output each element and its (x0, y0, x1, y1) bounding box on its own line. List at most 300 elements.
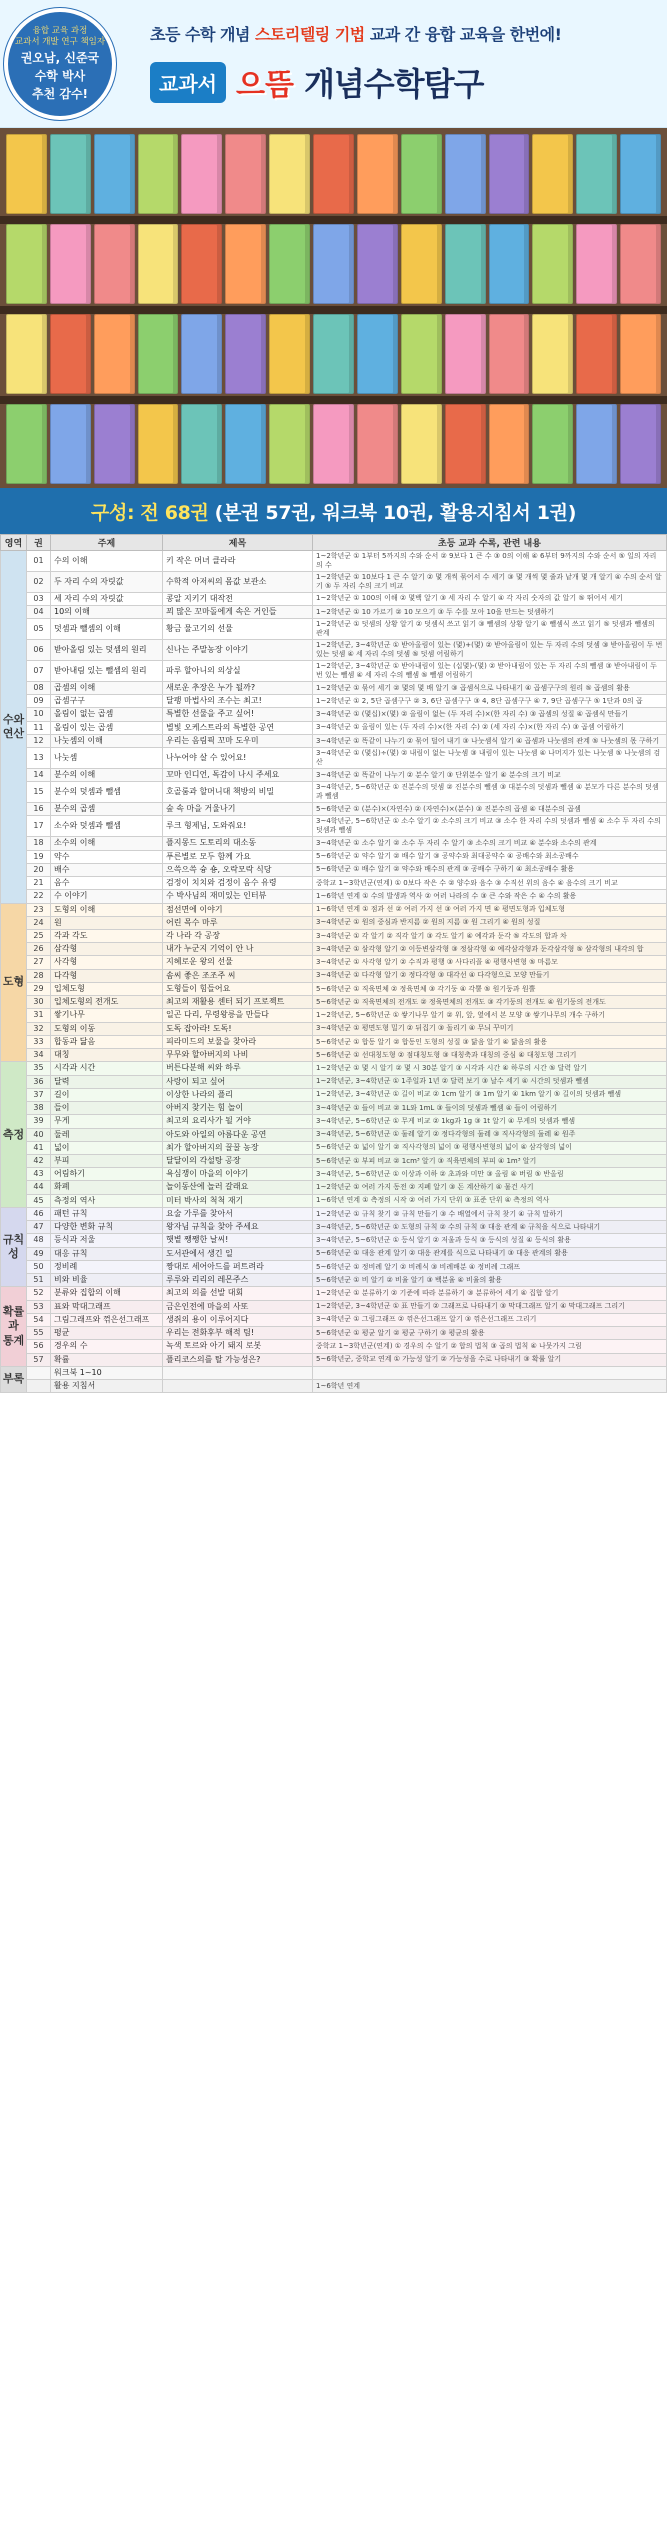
composition-detail: (본권 57권, 워크북 10권, 활용지침서 1권) (214, 501, 577, 524)
table-row (1, 1009, 667, 1022)
book-cover (401, 314, 442, 394)
header-content: 초등 교과 수록, 관련 내용 (313, 535, 667, 551)
no-cell: 34 (27, 1049, 51, 1062)
book-cover (576, 224, 617, 304)
topic-cell: 다양한 변화 규칙 (51, 1221, 163, 1234)
content-cell: 3~4학년군 ① 다각형 알기 ② 정다각형 ③ 대각선 ④ 다각형으로 모양 만들기 (313, 969, 667, 982)
book-title-cell: 수학적 아저씨의 몸값 보관소 (163, 571, 313, 592)
no-cell: 48 (27, 1234, 51, 1247)
content-cell: 3~4학년군 ① 똑같이 나누기 ② 분수 알기 ③ 단위분수 알기 ④ 분수의 크기 비교 (313, 769, 667, 782)
no-cell: 11 (27, 721, 51, 734)
topic-cell: 활용 지침서 (51, 1379, 163, 1392)
table-row (1, 1313, 667, 1326)
topic-cell: 부피 (51, 1154, 163, 1167)
book-title-cell: 요술 가루를 찾아서 (163, 1207, 313, 1220)
book-title-cell: 욕심쟁이 마을의 이야기 (163, 1168, 313, 1181)
topic-cell: 두 자리 수의 자릿값 (51, 571, 163, 592)
badge-line: 추천 감수! (31, 87, 89, 101)
no-cell: 20 (27, 863, 51, 876)
content-cell: 1~6학년 연계 ① 측정의 시작 ② 여러 가지 단위 ③ 표준 단위 ④ 측정의 역사 (313, 1194, 667, 1207)
topic-cell: 대응 규칙 (51, 1247, 163, 1260)
table-row (1, 969, 667, 982)
content-cell: 5~6학년군 ① 합동 알기 ② 합동인 도형의 성질 ③ 닮음 알기 ④ 닮음의 활용 (313, 1035, 667, 1048)
content-cell: 5~6학년군 ① 대응 관계 알기 ② 대응 관계를 식으로 나타내기 ③ 대응 관계의 활용 (313, 1247, 667, 1260)
no-cell: 50 (27, 1260, 51, 1273)
book-title-cell: 달달이의 각설탕 공장 (163, 1154, 313, 1167)
table-row (1, 1274, 667, 1287)
topic-cell: 덧셈과 뺄셈의 이해 (51, 619, 163, 640)
content-cell: 3~4학년군 ① 올림이 있는 (두 자리 수)×(한 자리 수) ② (세 자리 수)×(한 자리 수) ③ 곱셈 어림하기 (313, 721, 667, 734)
book-title-cell (163, 1379, 313, 1392)
header-no: 권 (27, 535, 51, 551)
topic-cell: 들이 (51, 1102, 163, 1115)
no-cell: 16 (27, 803, 51, 816)
book-title-cell: 호골룸과 할머니대 책방의 비밀 (163, 782, 313, 803)
no-cell: 55 (27, 1327, 51, 1340)
book-cover (357, 314, 398, 394)
table-row (1, 721, 667, 734)
book-cover (269, 314, 310, 394)
book-title-cell: 우리는 음림픽 꼬마 도우미 (163, 734, 313, 747)
content-cell: 1~2학년군 ① 분류하기 ② 기준에 따라 분류하기 ③ 분류하여 세기 ④ 집합 알기 (313, 1287, 667, 1300)
no-cell: 28 (27, 969, 51, 982)
content-cell: 3~4학년군, 5~6학년군 ① 둘레 알기 ② 정다각형의 둘레 ③ 직사각형의 둘레 ④ 원주 (313, 1128, 667, 1141)
badge-line: 교과서 개발 연구 책임자 (14, 37, 106, 47)
no-cell: 24 (27, 916, 51, 929)
no-cell: 03 (27, 592, 51, 605)
header-banner (0, 0, 667, 128)
no-cell: 18 (27, 837, 51, 850)
no-cell: 52 (27, 1287, 51, 1300)
table-row (1, 1353, 667, 1366)
topic-cell: 음수 (51, 877, 163, 890)
no-cell (27, 1366, 51, 1379)
book-title-cell: 도형들이 힘들어요 (163, 982, 313, 995)
book-cover (94, 134, 135, 214)
topic-cell: 합동과 닮음 (51, 1035, 163, 1048)
book-cover (269, 404, 310, 484)
no-cell: 01 (27, 551, 51, 572)
content-cell: 5~6학년군 ① 비 알기 ② 비율 알기 ③ 백분율 ④ 비율의 활용 (313, 1274, 667, 1287)
topic-cell: 삼각형 (51, 943, 163, 956)
book-cover (269, 134, 310, 214)
book-collection-photo (0, 128, 667, 488)
no-cell: 53 (27, 1300, 51, 1313)
content-cell: 1~2학년군, 3~4학년군 ① 표 만들기 ② 그래프로 나타내기 ③ 막대그래프 알기 ④ 막대그래프 그리기 (313, 1300, 667, 1313)
no-cell: 36 (27, 1075, 51, 1088)
title-row (150, 55, 483, 109)
book-cover (620, 314, 661, 394)
content-cell: 1~2학년군, 3~4학년군 ① 길이 비교 ② 1cm 알기 ③ 1m 알기 ④ 1km 알기 ⑤ 길이의 덧셈과 뺄셈 (313, 1088, 667, 1101)
no-cell: 12 (27, 734, 51, 747)
no-cell: 32 (27, 1022, 51, 1035)
book-title-cell: 최가 할아버지의 꿀꿀 농장 (163, 1141, 313, 1154)
tagline-post: 교과 간 융합 교육을 한번에! (369, 25, 562, 44)
book-cover (445, 224, 486, 304)
content-cell: 5~6학년군 ① 선대칭도형 ② 점대칭도형 ③ 대칭축과 대칭의 중심 ④ 대칭도형 그리기 (313, 1049, 667, 1062)
table-row (1, 1168, 667, 1181)
topic-cell: 대칭 (51, 1049, 163, 1062)
book-title-cell: 으쓱으쓱 슝 숑, 오락모락 식당 (163, 863, 313, 876)
table-row (1, 1115, 667, 1128)
content-cell: 1~2학년군 ① 여러 가지 동전 ② 지폐 알기 ③ 돈 계산하기 ④ 물건 사기 (313, 1181, 667, 1194)
content-cell: 1~6학년 연계 ① 수의 발생과 역사 ② 여러 나라의 수 ③ 큰 수와 작은 수 ④ 수의 활용 (313, 890, 667, 903)
table-row (1, 782, 667, 803)
content-cell: 5~6학년군 ① (분수)×(자연수) ② (자연수)×(분수) ③ 진분수의 곱셈 ④ 대분수의 곱셈 (313, 803, 667, 816)
table-row (1, 837, 667, 850)
content-cell: 3~4학년군 ① 각 알기 ② 직각 알기 ③ 각도 알기 ④ 예각과 둔각 ⑤ 각도의 합과 차 (313, 930, 667, 943)
content-cell: 3~4학년군, 5~6학년군 ① 도형의 규칙 ② 수의 규칙 ③ 대응 관계 ④ 규칙을 식으로 나타내기 (313, 1221, 667, 1234)
book-title-cell: 아도와 아일의 아름다운 공연 (163, 1128, 313, 1141)
book-title-cell: 검정이 치치와 검정이 음수 유령 (163, 877, 313, 890)
no-cell: 14 (27, 769, 51, 782)
book-title-cell: 피라미드의 보물을 찾아라 (163, 1035, 313, 1048)
table-row (1, 734, 667, 747)
book-cover (313, 404, 354, 484)
book-cover (576, 314, 617, 394)
topic-cell: 달력 (51, 1075, 163, 1088)
book-title-cell: 루크 형제님, 도와줘요! (163, 816, 313, 837)
book-title-cell: 도독 잡아라! 도독! (163, 1022, 313, 1035)
book-title-cell: 달팽 마법사의 조수는 최고! (163, 695, 313, 708)
book-title-cell: 신나는 주말농장 이야기 (163, 640, 313, 661)
no-cell: 13 (27, 748, 51, 769)
content-cell: 3~4학년군 ① 그림그래프 ② 꺾은선그래프 알기 ③ 꺾은선그래프 그리기 (313, 1313, 667, 1326)
content-cell: 5~6학년군 ① 약수 알기 ② 배수 알기 ③ 공약수와 최대공약수 ④ 공배수와 최소공배수 (313, 850, 667, 863)
topic-cell: 분수의 덧셈과 뺄셈 (51, 782, 163, 803)
book-cover (620, 224, 661, 304)
no-cell: 49 (27, 1247, 51, 1260)
book-cover (532, 404, 573, 484)
content-cell: 1~2학년군 ① 2, 5단 곱셈구구 ② 3, 6단 곱셈구구 ③ 4, 8단 곱셈구구 ④ 7, 9단 곱셈구구 ⑤ 1단과 0의 곱 (313, 695, 667, 708)
book-title-cell: 수 박사님의 재미있는 인터뷰 (163, 890, 313, 903)
book-title-cell: 키 작은 머녀 클라라 (163, 551, 313, 572)
book-cover (225, 404, 266, 484)
book-title-cell (163, 1366, 313, 1379)
book-title-cell: 푸른별로 모두 함께 가요 (163, 850, 313, 863)
book-cover (445, 314, 486, 394)
no-cell: 08 (27, 682, 51, 695)
otteum-logo: 으뜸 (235, 68, 294, 103)
table-row (1, 982, 667, 995)
no-cell: 39 (27, 1115, 51, 1128)
book-cover (138, 224, 179, 304)
book-title-cell: 우리는 전화후부 해적 팀! (163, 1327, 313, 1340)
content-cell: 3~4학년군 ① 삼각형 알기 ② 이등변삼각형 ③ 정삼각형 ④ 예각삼각형과 둔각삼각형 ⑤ 삼각형의 내각의 합 (313, 943, 667, 956)
table-row (1, 571, 667, 592)
table-row (1, 1340, 667, 1353)
book-title-cell: 사랑이 되고 싶어 (163, 1075, 313, 1088)
table-row (1, 1022, 667, 1035)
topic-cell: 사각형 (51, 956, 163, 969)
table-row (1, 1128, 667, 1141)
topic-cell: 약수 (51, 850, 163, 863)
table-row (1, 930, 667, 943)
book-covers (6, 134, 661, 484)
content-cell: 3~4학년군 ① 평면도형 밀기 ② 뒤집기 ③ 돌리기 ④ 무늬 꾸미기 (313, 1022, 667, 1035)
content-cell: 1~2학년군, 5~6학년군 ① 쌓기나무 알기 ② 위, 앞, 옆에서 본 모양 ③ 쌓기나무의 개수 구하기 (313, 1009, 667, 1022)
book-cover (532, 314, 573, 394)
no-cell: 31 (27, 1009, 51, 1022)
header-title: 제목 (163, 535, 313, 551)
book-title-cell: 새로운 추장은 누가 될까? (163, 682, 313, 695)
no-cell: 17 (27, 816, 51, 837)
book-cover (489, 224, 530, 304)
topic-cell: 도형의 이해 (51, 903, 163, 916)
content-cell: 1~2학년군, 3~4학년군 ① 1주일과 1년 ② 달력 보기 ③ 날수 세기 ④ 시간의 덧셈과 뺄셈 (313, 1075, 667, 1088)
table-row (1, 1234, 667, 1247)
topic-cell: 수의 이해 (51, 551, 163, 572)
topic-cell: 경우의 수 (51, 1340, 163, 1353)
table-body (1, 551, 667, 1393)
topic-cell: 길이 (51, 1088, 163, 1101)
book-cover (357, 224, 398, 304)
area-cell: 측정 (1, 1062, 27, 1208)
no-cell: 10 (27, 708, 51, 721)
no-cell: 47 (27, 1221, 51, 1234)
table-header-row (1, 535, 667, 551)
book-title-cell: 금은인전에 마을의 사또 (163, 1300, 313, 1313)
content-cell: 5~6학년군 ① 평균 알기 ② 평균 구하기 ③ 평균의 활용 (313, 1327, 667, 1340)
book-title-cell: 점선면에 이야기 (163, 903, 313, 916)
content-cell: 3~4학년군 ① 원의 중심과 반지름 ② 원의 지름 ③ 원 그리기 ④ 원의 성질 (313, 916, 667, 929)
table-row (1, 1300, 667, 1313)
topic-cell: 소수와 덧셈과 뺄셈 (51, 816, 163, 837)
table-row (1, 1181, 667, 1194)
table-row (1, 619, 667, 640)
book-cover (401, 404, 442, 484)
table-row (1, 943, 667, 956)
no-cell: 35 (27, 1062, 51, 1075)
table-row (1, 850, 667, 863)
badge-line: 권오남, 신준국 (20, 51, 100, 65)
book-title-cell: 놀이동산에 놀러 갈래요 (163, 1181, 313, 1194)
book-cover (313, 134, 354, 214)
table-row (1, 1247, 667, 1260)
topic-cell: 입체도형 (51, 982, 163, 995)
no-cell (27, 1379, 51, 1392)
topic-cell: 넓이 (51, 1141, 163, 1154)
table-row (1, 661, 667, 682)
book-title-cell: 짱대로 세어아드를 퍼트려라 (163, 1260, 313, 1273)
table-row (1, 816, 667, 837)
area-cell: 수와 연산 (1, 551, 27, 904)
book-cover (181, 314, 222, 394)
topic-cell: 어림하기 (51, 1168, 163, 1181)
book-cover (313, 314, 354, 394)
topic-cell: 확률 (51, 1353, 163, 1366)
badge-line: 융합 교육 과정 (32, 26, 88, 36)
no-cell: 41 (27, 1141, 51, 1154)
no-cell: 45 (27, 1194, 51, 1207)
no-cell: 56 (27, 1340, 51, 1353)
table-row (1, 1088, 667, 1101)
content-cell: 1~2학년군 ① 100의 이해 ② 몇백 알기 ③ 세 자리 수 알기 ④ 각 자리 숫자의 값 알기 ⑤ 뛰어서 세기 (313, 592, 667, 605)
no-cell: 15 (27, 782, 51, 803)
book-title-cell: 어린 목수 마루 (163, 916, 313, 929)
table-row (1, 769, 667, 782)
book-title-cell: 솜씨 좋은 조조주 씨 (163, 969, 313, 982)
no-cell: 25 (27, 930, 51, 943)
book-cover (532, 224, 573, 304)
content-cell: 1~2학년군 ① 10 가르기 ② 10 모으기 ③ 두 수를 모아 10을 만드는 덧셈하기 (313, 606, 667, 619)
no-cell: 33 (27, 1035, 51, 1048)
no-cell: 07 (27, 661, 51, 682)
book-cover (181, 224, 222, 304)
content-cell: 5~6학년군 ① 부피 비교 ② 1cm³ 알기 ③ 직육면체의 부피 ④ 1m³ 알기 (313, 1154, 667, 1167)
no-cell: 21 (27, 877, 51, 890)
no-cell: 51 (27, 1274, 51, 1287)
table-row (1, 877, 667, 890)
topic-cell: 도형의 이동 (51, 1022, 163, 1035)
book-title-cell: 꾀 많은 꼬마돌에게 속은 거인들 (163, 606, 313, 619)
table-row (1, 1287, 667, 1300)
topic-cell: 나눗셈의 이해 (51, 734, 163, 747)
no-cell: 04 (27, 606, 51, 619)
topic-cell: 받아내림 있는 뺄셈의 원리 (51, 661, 163, 682)
topic-cell: 수 이야기 (51, 890, 163, 903)
topic-cell: 화폐 (51, 1181, 163, 1194)
table-row (1, 916, 667, 929)
content-cell: 3~4학년군 ① (몇십)÷(몇) ② 내림이 없는 나눗셈 ③ 내림이 있는 나눗셈 ④ 나머지가 있는 나눗셈 ⑤ 나눗셈의 검산 (313, 748, 667, 769)
no-cell: 44 (27, 1181, 51, 1194)
book-cover (532, 134, 573, 214)
topic-cell: 패턴 규칙 (51, 1207, 163, 1220)
recommendation-badge (8, 12, 112, 116)
book-cover (50, 134, 91, 214)
book-cover (94, 224, 135, 304)
book-title-cell: 내가 누군지 기억이 안 나 (163, 943, 313, 956)
book-title-cell: 꼬마 인디언, 독감이 나시 주세요 (163, 769, 313, 782)
no-cell: 05 (27, 619, 51, 640)
table-row (1, 903, 667, 916)
table-row (1, 803, 667, 816)
no-cell: 30 (27, 996, 51, 1009)
area-cell: 확률과 통계 (1, 1287, 27, 1366)
book-title-cell: 콩알 지키기 대작전 (163, 592, 313, 605)
content-cell: 1~2학년군 ① 묶어 세기 ② 몇의 몇 배 알기 ③ 곱셈식으로 나타내기 ④ 곱셈구구의 원리 ⑤ 곱셈의 활용 (313, 682, 667, 695)
no-cell: 06 (27, 640, 51, 661)
content-cell: 3~4학년군 ① 사각형 알기 ② 수직과 평행 ③ 사다리꼴 ④ 평행사변형 ⑤ 마름모 (313, 956, 667, 969)
table-row (1, 606, 667, 619)
topic-cell: 곱셈의 이해 (51, 682, 163, 695)
book-title-cell: 미터 박사의 척척 재기 (163, 1194, 313, 1207)
book-cover (181, 134, 222, 214)
table-row (1, 1102, 667, 1115)
content-cell: 3~4학년군 ① (몇십)×(몇) ② 올림이 없는 (두 자리 수)×(한 자리 수) ③ 곱셈의 성질 ④ 곱셈식 만들기 (313, 708, 667, 721)
book-title-cell: 아버지 찾기는 힘 놀이 (163, 1102, 313, 1115)
book-title-cell: 생쥐의 용이 이루어지다 (163, 1313, 313, 1326)
topic-cell: 소수의 이해 (51, 837, 163, 850)
no-cell: 40 (27, 1128, 51, 1141)
book-title-cell: 파루 할아니의 의상실 (163, 661, 313, 682)
content-cell: 5~6학년군 ① 넓이 알기 ② 직사각형의 넓이 ③ 평행사변형의 넓이 ④ 삼각형의 넓이 (313, 1141, 667, 1154)
no-cell: 54 (27, 1313, 51, 1326)
book-cover (401, 224, 442, 304)
book-cover (445, 404, 486, 484)
no-cell: 26 (27, 943, 51, 956)
table-row (1, 1141, 667, 1154)
textbook-tag: 교과서 (150, 62, 226, 103)
book-cover (401, 134, 442, 214)
table-row (1, 996, 667, 1009)
content-cell: 3~4학년군, 5~6학년군 ① 등식 알기 ② 저울과 등식 ③ 등식의 성질 ④ 등식의 활용 (313, 1234, 667, 1247)
book-cover (50, 224, 91, 304)
content-cell: 1~2학년군 ① 10보다 1 큰 수 알기 ② 몇 개씩 묶어서 수 세기 ③ 몇 개씩 몇 줄과 낱개 몇 개 알기 ④ 수의 순서 알기 ⑤ 두 자리 수의 크기 비교 (313, 571, 667, 592)
book-cover (181, 404, 222, 484)
table-row (1, 956, 667, 969)
no-cell: 46 (27, 1207, 51, 1220)
topic-cell: 각과 각도 (51, 930, 163, 943)
content-cell (313, 1366, 667, 1379)
content-cell: 3~4학년군, 5~6학년군 ① 이상과 이하 ② 초과와 미만 ③ 올림 ④ 버림 ⑤ 반올림 (313, 1168, 667, 1181)
book-cover (94, 314, 135, 394)
no-cell: 27 (27, 956, 51, 969)
content-cell: 1~2학년군 ① 덧셈의 상황 알기 ② 덧셈식 쓰고 읽기 ③ 뺄셈의 상황 알기 ④ 뺄셈식 쓰고 읽기 ⑤ 덧셈과 뺄셈의 관계 (313, 619, 667, 640)
table-row (1, 1062, 667, 1075)
badge-line: 수학 박사 (34, 69, 86, 83)
topic-cell: 입체도형의 전개도 (51, 996, 163, 1009)
content-cell: 5~6학년군, 중학교 연계 ① 가능성 알기 ② 가능성을 수로 나타내기 ③ 확률 알기 (313, 1353, 667, 1366)
tagline-pre: 초등 수학 개념 (150, 25, 250, 44)
book-cover (225, 224, 266, 304)
no-cell: 23 (27, 903, 51, 916)
no-cell: 09 (27, 695, 51, 708)
no-cell: 38 (27, 1102, 51, 1115)
book-title-cell: 왕자님 규칙을 찾아 주세요 (163, 1221, 313, 1234)
table-row (1, 748, 667, 769)
content-cell: 3~4학년군 ① 소수 알기 ② 소수 두 자리 수 알기 ③ 소수의 크기 비교 ④ 분수와 소수의 관계 (313, 837, 667, 850)
topic-cell: 10의 이해 (51, 606, 163, 619)
book-cover (620, 404, 661, 484)
topic-cell: 시각과 시간 (51, 1062, 163, 1075)
content-cell: 5~6학년군 ① 직육면체의 전개도 ② 정육면체의 전개도 ③ 각기둥의 전개도 ④ 원기둥의 전개도 (313, 996, 667, 1009)
book-cover (445, 134, 486, 214)
table-row (1, 708, 667, 721)
topic-cell: 측정의 역사 (51, 1194, 163, 1207)
content-cell: 3~4학년군 ① 똑같이 나누기 ② 묶어 덜어 내기 ③ 나눗셈식 알기 ④ 곱셈과 나눗셈의 관계 ⑤ 나눗셈의 몫 구하기 (313, 734, 667, 747)
topic-cell: 배수 (51, 863, 163, 876)
content-cell: 5~6학년군 ① 직육면체 ② 정육면체 ③ 각기둥 ④ 각뿔 ⑤ 원기둥과 원뿔 (313, 982, 667, 995)
book-title-cell: 햇볕 쨍쨍한 날씨! (163, 1234, 313, 1247)
topic-cell: 분수의 이해 (51, 769, 163, 782)
table-row (1, 1207, 667, 1220)
content-cell: 1~2학년군 ① 규칙 찾기 ② 규칙 만들기 ③ 수 배열에서 규칙 찾기 ④ 규칙 말하기 (313, 1207, 667, 1220)
book-title-cell: 녹색 토르와 아기 돼지 로봇 (163, 1340, 313, 1353)
table-row (1, 551, 667, 572)
topic-cell: 둘레 (51, 1128, 163, 1141)
content-cell: 3~4학년군 ① 들이 비교 ② 1L와 1mL ③ 들이의 덧셈과 뺄셈 ④ 들이 어림하기 (313, 1102, 667, 1115)
book-cover (50, 314, 91, 394)
no-cell: 02 (27, 571, 51, 592)
content-cell: 1~2학년군 ① 몇 시 알기 ② 몇 시 30분 알기 ③ 시각과 시간 ④ 하루의 시간 ⑤ 달력 알기 (313, 1062, 667, 1075)
topic-cell: 등식과 저울 (51, 1234, 163, 1247)
composition-label: 구성: (90, 501, 135, 524)
content-cell: 5~6학년군 ① 배수 알기 ② 약수와 배수의 관계 ③ 공배수 구하기 ④ 최소공배수 활용 (313, 863, 667, 876)
topic-cell: 평균 (51, 1327, 163, 1340)
topic-cell: 분류와 집합의 이해 (51, 1287, 163, 1300)
table-row (1, 1379, 667, 1392)
table-row (1, 1049, 667, 1062)
content-cell: 중학교 1~3학년군(연계) ① 0보다 작은 수 ② 양수와 음수 ③ 수직선 위의 음수 ④ 음수의 크기 비교 (313, 877, 667, 890)
book-title-cell: 나누어야 살 수 있어요! (163, 748, 313, 769)
topic-cell: 비와 비율 (51, 1274, 163, 1287)
table-row (1, 1194, 667, 1207)
content-cell: 1~6학년 연계 ① 점과 선 ② 여러 가지 선 ③ 여러 가지 면 ④ 평면도형과 입체도형 (313, 903, 667, 916)
no-cell: 57 (27, 1353, 51, 1366)
book-title-cell: 무무와 할아버지의 나비 (163, 1049, 313, 1062)
table-row (1, 1327, 667, 1340)
